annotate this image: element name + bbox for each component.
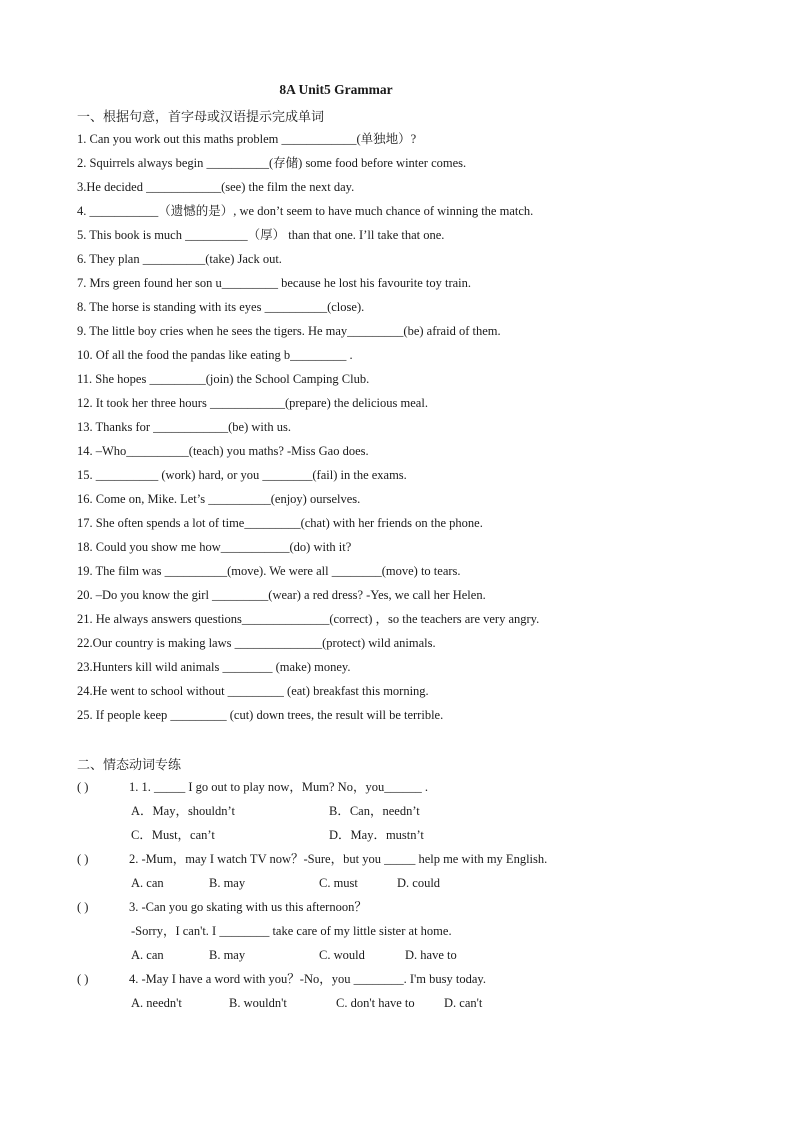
question-25: 25. If people keep _________ (cut) down trees, the result will be terrible. <box>77 708 444 722</box>
multiple-choice-list <box>77 778 737 1018</box>
answer-blank: ( ) <box>77 780 89 794</box>
question-13: 13. Thanks for ____________(be) with us. <box>77 420 291 434</box>
question-9: 9. The little boy cries when he sees the tigers. He may_________(be) afraid of them. <box>77 324 501 338</box>
fill-in-question-list <box>77 130 737 730</box>
option-c: C. don't have to <box>336 996 415 1010</box>
question-4: 4. ___________（遗憾的是）, we don’t seem to have much chance of winning the match. <box>77 204 534 218</box>
question-2: 2. Squirrels always begin __________(存储) some food before winter comes. <box>77 156 467 170</box>
section-1-heading: 一、根据句意，首字母或汉语提示完成单词 <box>77 110 325 125</box>
mc-stem: 2. -Mum，may I watch TV now？-Sure，but you _____ help me with my English. <box>129 852 548 866</box>
question-18: 18. Could you show me how___________(do) with it? <box>77 540 352 554</box>
mc-options-row <box>77 874 737 898</box>
question-15: 15. __________ (work) hard, or you ________(fail) in the exams. <box>77 468 407 482</box>
option-b: B. may <box>209 948 246 962</box>
question-24: 24.He went to school without _________ (eat) breakfast this morning. <box>77 684 429 698</box>
option-b: B．Can，needn’t <box>329 804 420 818</box>
option-d: D. can't <box>444 996 483 1010</box>
question-3: 3.He decided ____________(see) the film the next day. <box>77 180 355 194</box>
mc-question-3 <box>77 898 737 922</box>
question-1: 1. Can you work out this maths problem ____________(单独地）? <box>77 132 417 146</box>
question-17: 17. She often spends a lot of time_________(chat) with her friends on the phone. <box>77 516 483 530</box>
option-c: C. must <box>319 876 358 890</box>
option-a: A．May，shouldn’t <box>131 804 235 818</box>
mc-stem: 1. 1. _____ I go out to play now，Mum? No，you______ . <box>129 780 428 794</box>
question-11: 11. She hopes _________(join) the School Camping Club. <box>77 372 370 386</box>
question-7: 7. Mrs green found her son u_________ because he lost his favourite toy train. <box>77 276 472 290</box>
option-c: C．Must，can’t <box>131 828 215 842</box>
question-20: 20. –Do you know the girl _________(wear) a red dress? -Yes, we call her Helen. <box>77 588 486 602</box>
question-22: 22.Our country is making laws ______________(protect) wild animals. <box>77 636 436 650</box>
mc-stem: 4. -May I have a word with you？-No，you ________. I'm busy today. <box>129 972 486 986</box>
option-d: D．May．mustn’t <box>329 828 424 842</box>
option-a: A. needn't <box>131 996 182 1010</box>
question-6: 6. They plan __________(take) Jack out. <box>77 252 282 266</box>
answer-blank: ( ) <box>77 972 89 986</box>
option-b: B. may <box>209 876 246 890</box>
question-16: 16. Come on, Mike. Let’s __________(enjoy) ourselves. <box>77 492 361 506</box>
option-d: D. have to <box>405 948 457 962</box>
question-21: 21. He always answers questions______________(correct) ，so the teachers are very angry. <box>77 612 540 626</box>
section-2-heading: 二、情态动词专练 <box>77 758 182 773</box>
mc-stem-line-2: -Sorry，I can't. I ________ take care of my little sister at home. <box>131 924 452 938</box>
mc-stem-continued <box>77 922 737 946</box>
question-12: 12. It took her three hours ____________(prepare) the delicious meal. <box>77 396 428 410</box>
question-8: 8. The horse is standing with its eyes __________(close). <box>77 300 365 314</box>
mc-question-2 <box>77 850 737 874</box>
mc-options-row <box>77 994 737 1018</box>
mc-question-1 <box>77 778 737 802</box>
option-b: B. wouldn't <box>229 996 287 1010</box>
mc-question-4 <box>77 970 737 994</box>
question-23: 23.Hunters kill wild animals ________ (make) money. <box>77 660 351 674</box>
answer-blank: ( ) <box>77 900 89 914</box>
option-a: A. can <box>131 876 164 890</box>
mc-options-row <box>77 946 737 970</box>
question-5: 5. This book is much __________（厚） than that one. I’ll take that one. <box>77 228 445 242</box>
question-14: 14. –Who__________(teach) you maths? -Miss Gao does. <box>77 444 369 458</box>
page-title: 8A Unit5 Grammar <box>279 82 393 97</box>
option-a: A. can <box>131 948 164 962</box>
mc-options-row <box>77 826 737 850</box>
mc-options-row <box>77 802 737 826</box>
answer-blank: ( ) <box>77 852 89 866</box>
question-10: 10. Of all the food the pandas like eating b_________ . <box>77 348 353 362</box>
option-d: D. could <box>397 876 441 890</box>
question-19: 19. The film was __________(move). We were all ________(move) to tears. <box>77 564 461 578</box>
mc-stem: 3. -Can you go skating with us this afternoon？ <box>129 900 367 914</box>
option-c: C. would <box>319 948 365 962</box>
